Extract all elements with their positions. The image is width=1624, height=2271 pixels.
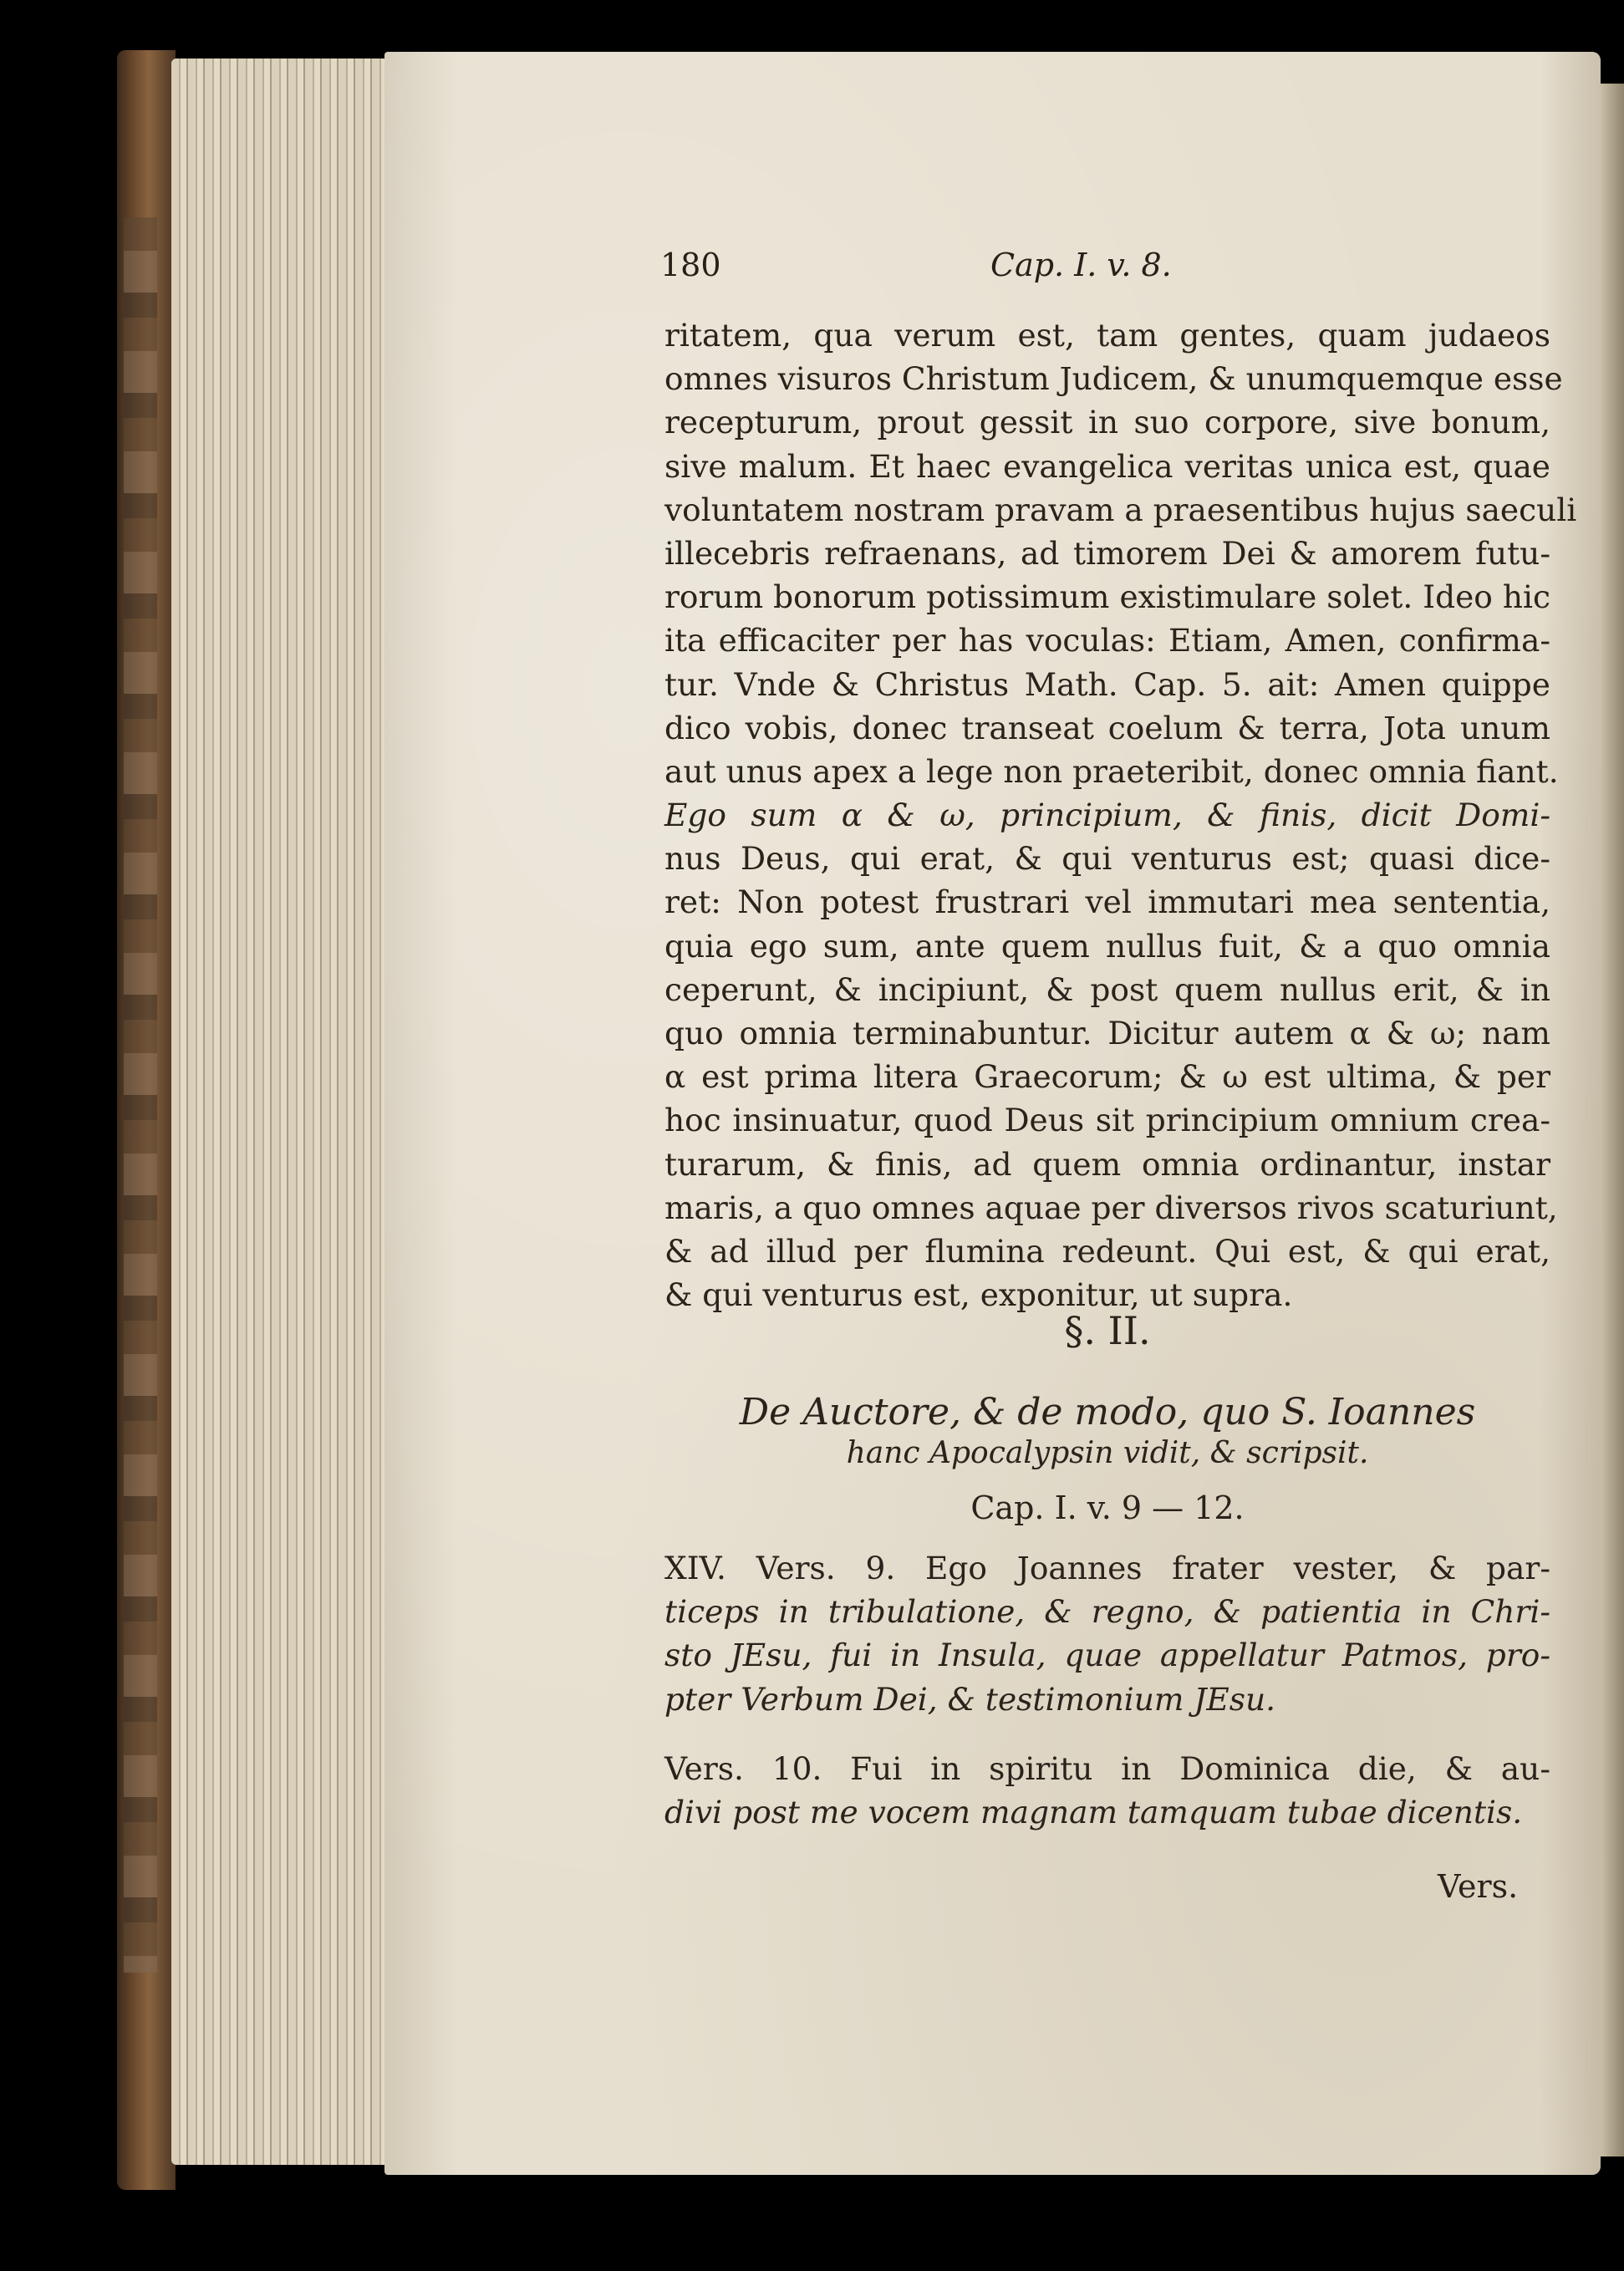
text-line: ritatem, qua verum est, tam gentes, quam judaeos <box>664 317 1550 354</box>
section-chapter-ref: Cap. I. v. 9 — 12. <box>970 1489 1245 1526</box>
text-line: rorum bonorum potissimum existimulare solet. Ideo hic <box>664 578 1550 616</box>
main-text <box>664 313 1577 1316</box>
text-line: hoc insinuatur, quod Deus sit principium omnium crea- <box>664 1102 1550 1139</box>
text-line: & ad illud per flumina redeunt. Qui est, & qui erat, <box>664 1232 1550 1270</box>
text-line: turarum, & finis, ad quem omnia ordinantur, instar <box>664 1145 1550 1183</box>
text-line: & qui venturus est, exponitur, ut supra. <box>664 1276 1293 1314</box>
text-line: voluntatem nostram pravam a praesentibus hujus saeculi <box>664 491 1577 528</box>
text-line: ita efficaciter per has voculas: Etiam, Amen, confirma- <box>664 622 1550 659</box>
verse-line: ticeps in tribulatione, & regno, & patientia in Chri- <box>664 1593 1550 1631</box>
verse-9-text <box>664 1546 1550 1721</box>
text-line: maris, a quo omnes aquae per diversos rivos scaturiunt, <box>664 1189 1558 1226</box>
section-title: De Auctore, & de modo, quo S. Ioannes <box>739 1391 1476 1433</box>
verse-10-text <box>664 1747 1550 1834</box>
text-line: quia ego sum, ante quem nullus fuit, & a quo omnia <box>664 927 1550 965</box>
catchword: Vers. <box>1438 1868 1519 1905</box>
verse-line: sto JEsu, fui in Insula, quae appellatur Patmos, pro- <box>664 1637 1550 1674</box>
text-line: ret: Non potest frustrari vel immutari mea sententia, <box>664 883 1550 921</box>
facing-page-edge <box>1601 84 1624 2156</box>
text-line: aut unus apex a lege non praeteribit, donec omnia fiant. <box>664 752 1559 790</box>
verse-line: Vers. 10. Fui in spiritu in Dominica die, & au- <box>664 1750 1550 1787</box>
verse-line: divi post me vocem magnam tamquam tubae dicentis. <box>664 1794 1523 1831</box>
text-line: α est prima litera Graecorum; & ω est ultima, & per <box>664 1058 1550 1096</box>
page-edges <box>171 59 393 2165</box>
text-line: sive malum. Et haec evangelica veritas unica est, quae <box>664 447 1550 485</box>
text-line: nus Deus, qui erat, & qui venturus est; quasi dice- <box>664 840 1550 878</box>
text-line: illecebris refraenans, ad timorem Dei & amorem futu- <box>664 534 1550 572</box>
section-number: §. II. <box>1064 1308 1151 1353</box>
section-subtitle: hanc Apocalypsin vidit, & scripsit. <box>846 1436 1369 1470</box>
text-line: tur. Vnde & Christus Math. Cap. 5. ait: Amen quippe <box>664 665 1550 703</box>
text-line: omnes visuros Christum Judicem, & unumquemque esse <box>664 360 1563 398</box>
text-line: quo omnia terminabuntur. Dicitur autem α & ω; nam <box>664 1015 1550 1051</box>
text-line: Ego sum α & ω, principium, & finis, dicit Domi- <box>664 797 1550 834</box>
verse-line: pter Verbum Dei, & testimonium JEsu. <box>664 1680 1276 1718</box>
book-spine <box>117 50 176 2190</box>
page-number: 180 <box>660 247 721 283</box>
text-line: recepturum, prout gessit in suo corpore, sive bonum, <box>664 404 1550 441</box>
running-title: Cap. I. v. 8. <box>990 247 1172 283</box>
page-header <box>660 247 1580 297</box>
text-line: dico vobis, donec transeat coelum & terra, Jota unum <box>664 709 1550 746</box>
text-line: ceperunt, & incipiunt, & post quem nullus erit, & in <box>664 970 1550 1008</box>
verse-line: XIV. Vers. 9. Ego Joannes frater vester, & par- <box>664 1550 1550 1586</box>
